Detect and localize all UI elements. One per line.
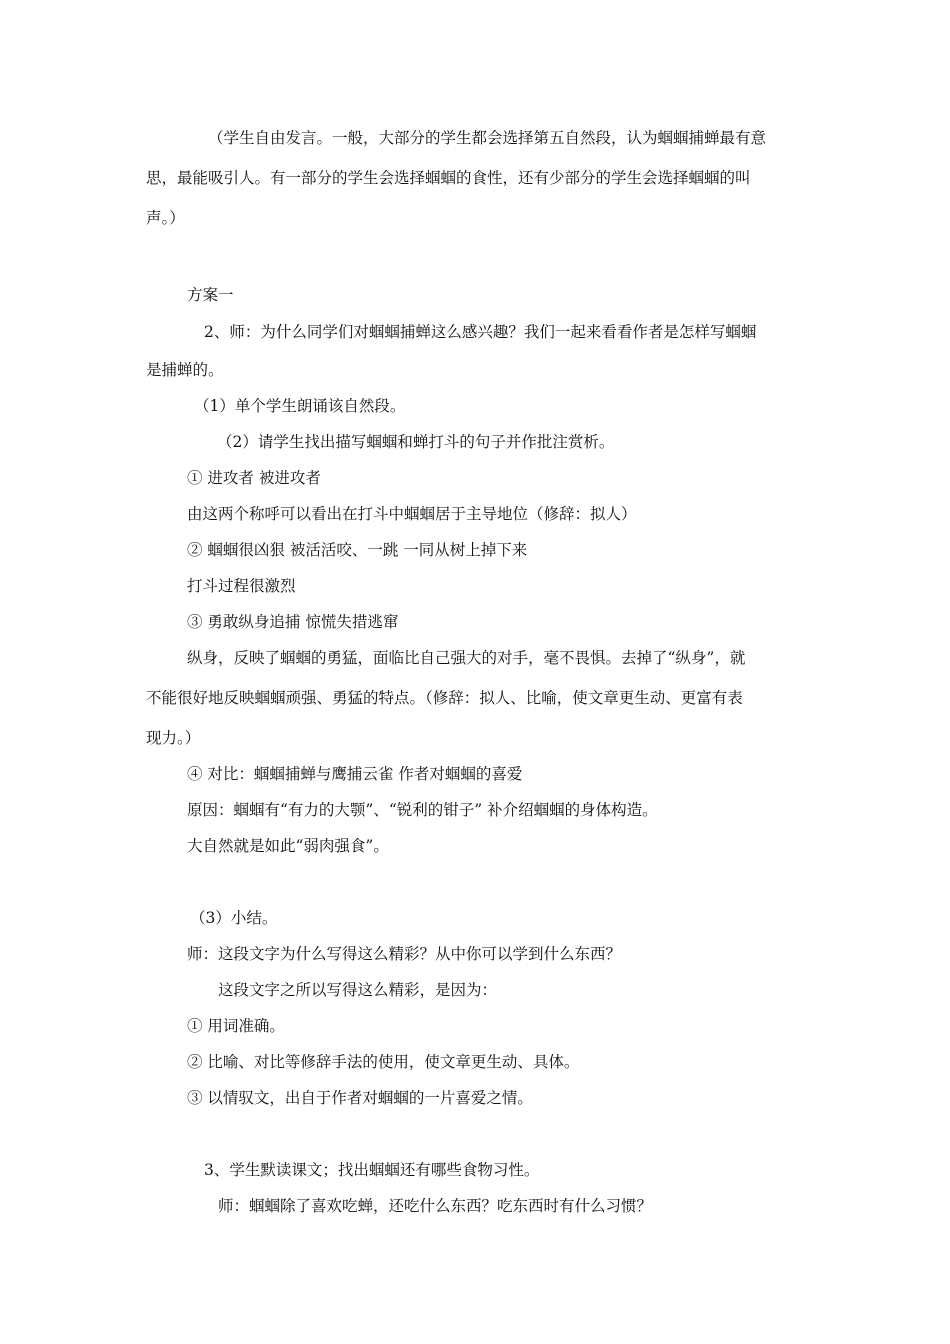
intro-line-3: 声。） (146, 209, 185, 227)
point-1-note: 由这两个称呼可以看出在打斗中蝈蝈居于主导地位（修辞：拟人） (187, 505, 637, 523)
step-2: （2）请学生找出描写蝈蝈和蝉打斗的句子并作批注赏析。 (217, 433, 615, 451)
point-3-line-3: 现力。） (146, 729, 201, 747)
summary-item: ② 比喻、对比等修辞手法的使用，使文章更生动、具体。 (187, 1053, 580, 1071)
point-1-title: ① 进攻者 被进攻者 (187, 469, 321, 487)
question2-line-1: 2、师：为什么同学们对蝈蝈捕蝉这么感兴趣？我们一起来看看作者是怎样写蝈蝈 (204, 323, 757, 341)
point-2-title: ② 蝈蝈很凶狠 被活活咬、一跳 一同从树上掉下来 (187, 541, 528, 559)
point-4-title: ④ 对比：蝈蝈捕蝉与鹰捕云雀 作者对蝈蝈的喜爱 (187, 765, 523, 783)
step-1: （1）单个学生朗诵该自然段。 (194, 397, 406, 415)
summary-question: 师：这段文字为什么写得这么精彩？从中你可以学到什么东西？ (187, 945, 622, 963)
step-3: （3）小结。 (190, 909, 278, 927)
point-4-nature: 大自然就是如此“弱肉强食”。 (187, 837, 389, 855)
point-3-line-2: 不能很好地反映蝈蝈顽强、勇猛的特点。（修辞：拟人、比喻，使文章更生动、更富有表 (146, 689, 743, 707)
summary-item: ① 用词准确。 (187, 1017, 285, 1035)
intro-line-1: （学生自由发言。一般，大部分的学生都会选择第五自然段，认为蝈蝈捕蝉最有意 (208, 129, 767, 147)
intro-line-2: 思，最能吸引人。有一部分的学生会选择蝈蝈的食性，还有少部分的学生会选择蝈蝈的叫 (146, 169, 751, 187)
question3-line-1: 3、学生默读课文；找出蝈蝈还有哪些食物习性。 (204, 1161, 540, 1179)
point-4-reason: 原因：蝈蝈有“有力的大颚”、“锐利的钳子” 补介绍蝈蝈的身体构造。 (187, 801, 658, 819)
summary-item: ③ 以情驭文，出自于作者对蝈蝈的一片喜爱之情。 (187, 1089, 533, 1107)
point-3-title: ③ 勇敢纵身追捕 惊慌失措逃窜 (187, 613, 399, 631)
summary-answer-intro: 这段文字之所以写得这么精彩，是因为： (218, 981, 498, 999)
question2-line-2: 是捕蝉的。 (146, 361, 224, 379)
question3-line-2: 师：蝈蝈除了喜欢吃蝉，还吃什么东西？吃东西时有什么习惯？ (218, 1197, 653, 1215)
plan-heading: 方案一 (187, 286, 234, 304)
point-3-line-1: 纵身，反映了蝈蝈的勇猛，面临比自己强大的对手，毫不畏惧。去掉了“纵身”，就 (187, 649, 746, 667)
point-2-note: 打斗过程很激烈 (187, 577, 296, 595)
